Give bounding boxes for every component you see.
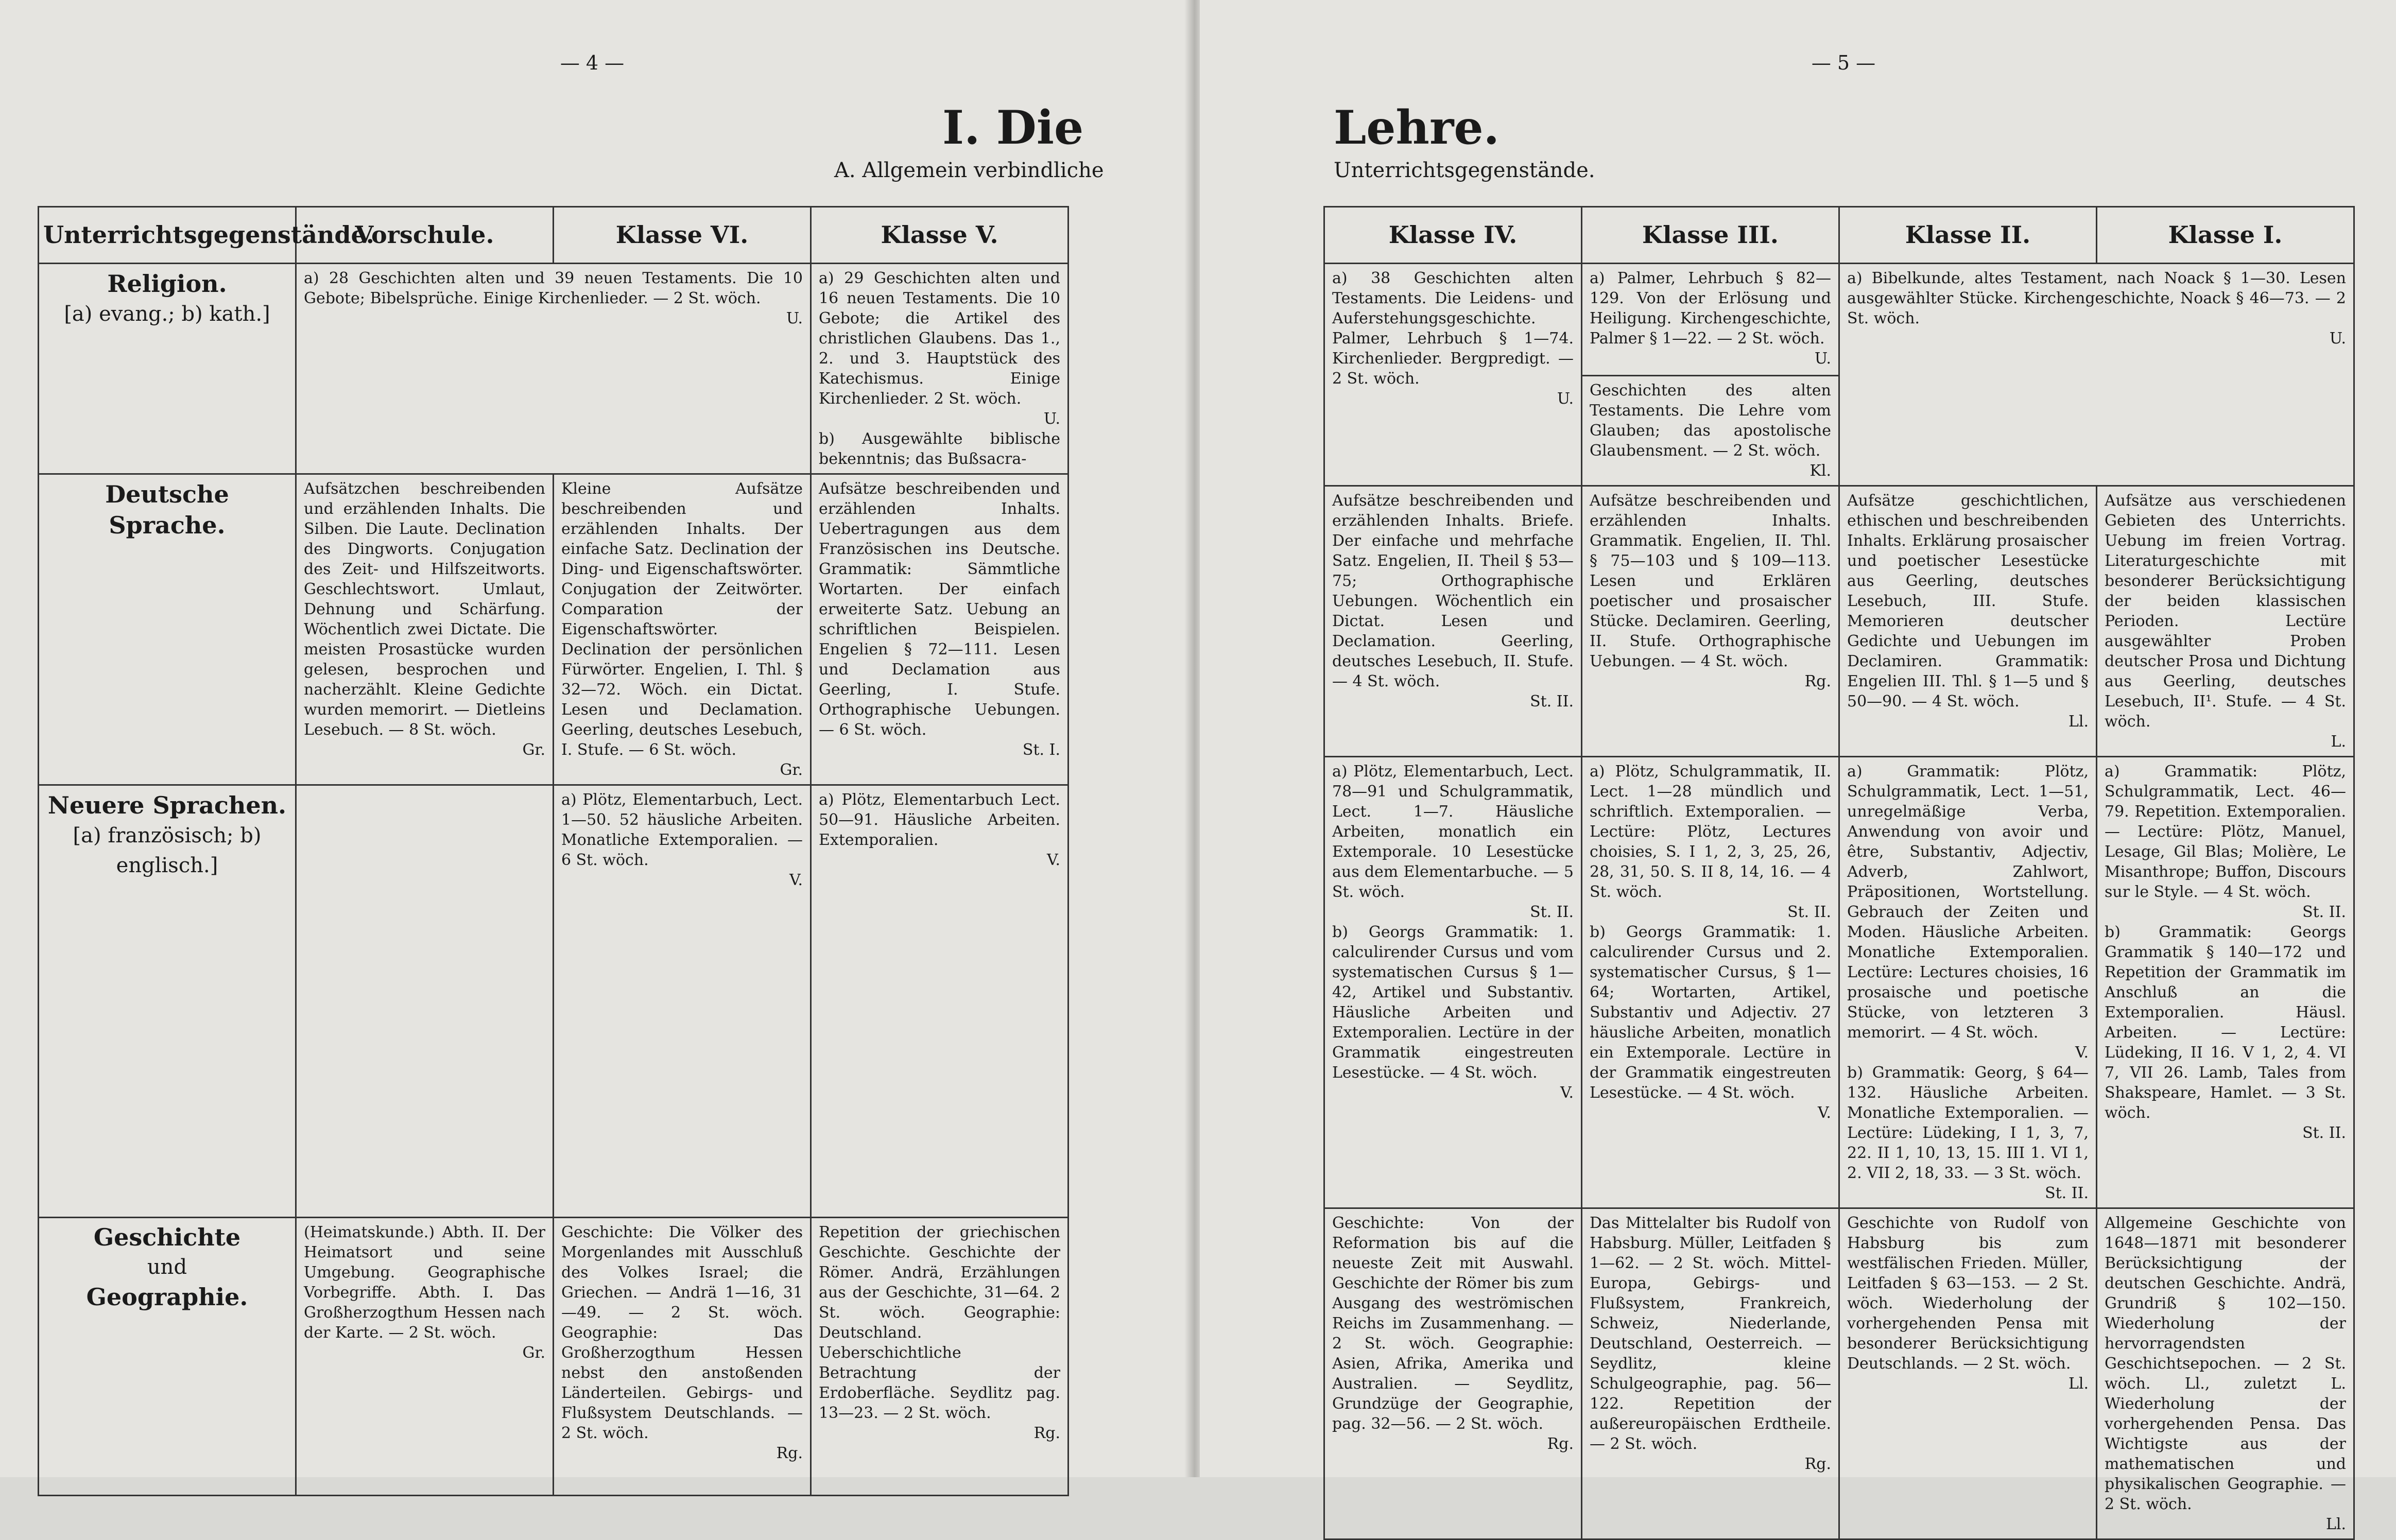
teacher-sig: Ll. (2325, 1515, 2346, 1533)
cell-text: Repetition der griechischen Geschichte. Geschichte der Römer. Andrä, Erzählungen aus der Geschichte, 31—64. 2 St. wöch. Geographie: Deutschland. Ueberschichtliche Betrachtung der Erdoberfläche. Seydlitz pag. 13—23. — 2 St. wöch. (819, 1223, 1060, 1422)
subject-label-2: Geographie. (86, 1283, 248, 1311)
teacher-sig: Ll. (2068, 1375, 2089, 1393)
cell-text-b: b) Georgs Grammatik: 1. calculirender Cursus und vom systematischen Cursus § 1—42, Artikel und Substantiv. Häusliche Arbeiten und Extemporalien. Lectüre in der Grammatik eingestreuten Lesestücke. — 4 St. wöch. (1332, 923, 1574, 1082)
cell-text: Geschichte: Die Völker des Morgenlandes mit Ausschluß des Volkes Israel; die Griechen. — Andrä 1—16, 31—49. — 2 St. wöch. Geographie: Das Großherzogthum Hessen nebst den anstoßenden Länderteilen. Gebirgs- und Flußsystem Deutschlands. — 2 St. wöch. (561, 1223, 803, 1442)
left-page (0, 0, 1190, 1477)
subject-neuere-sprachen (39, 785, 296, 1218)
col-header-klasse-iv: Klasse IV. (1324, 207, 1582, 264)
page-number-left: — 4 — (560, 51, 625, 74)
cell-text: Aufsätze geschichtlichen, ethischen und beschreibenden Inhalts. Erklärung prosaischer und poetischer Lesestücke aus Geerling, deutsches Lesebuch, III. Stufe. Memorieren deutscher Gedichte und Uebungen im Declamiren. Grammatik: Engelien III. Thl. § 1—5 und § 50—90. — 4 St. wöch. (1847, 492, 2089, 711)
cell-text: Kleine Aufsätze beschreibenden und erzählenden Inhalts. Der einfache Satz. Declination der Ding- und Eigenschaftswörter. Conjugation der Zeitwörter. Comparation der Eigenschaftswörter. Declination der persönlichen Fürwörter. Engelien, I. Thl. § 32—72. Wöch. ein Dictat. Lesen und Declamation. Geerling, deutsches Lesebuch, I. Stufe. — 6 St. wöch. (561, 480, 803, 759)
teacher-sig: U. (2329, 330, 2346, 348)
subject-sublabel: [a) französisch; b) englisch.] (73, 824, 262, 877)
teacher-sig: U. (1043, 410, 1060, 428)
cell-sprachen-v (811, 785, 1068, 1218)
cell-text-b: b) Ausgewählte biblische bekenntnis; das Bußsacra- (819, 430, 1060, 468)
cell-text: a) Plötz, Elementarbuch Lect. 50—91. Häusliche Arbeiten. Extemporalien. (819, 791, 1060, 849)
cell-text: Aufsätze beschreibenden und erzählenden Inhalts. Briefe. Der einfache und mehrfache Satz. Engelien, II. Theil § 53—75; Orthographische Uebungen. Wöchentlich ein Dictat. Lesen und Declamation. Geerling, deutsches Lesebuch, II. Stufe. — 4 St. wöch. (1332, 492, 1574, 690)
cell-text: Das Mittelalter bis Rudolf von Habsburg. Müller, Leitfaden § 1—62. — 2 St. wöch. Mittel-Europa, Gebirgs- und Flußsystem, Frankreich, Schweiz, Niederlande, Deutschland, Oesterreich. — Seydlitz, kleine Schulgeographie, pag. 56—122. Repetition der außereuropäischen Erdtheile. — 2 St. wöch. (1590, 1214, 1831, 1453)
cell-text-b: b) Grammatik: Georg, § 64—132. Häusliche Arbeiten. Monatliche Extemporalien. — Lectüre: Lüdeking, I 1, 3, 7, 22. II 1, 10, 13, 15. III 1. VI 1, 2. VII 2, 18, 33. — 3 St. wöch. (1847, 1064, 2089, 1182)
teacher-sig: Ll. (2068, 713, 2089, 731)
row-neuere-sprachen (39, 785, 1068, 1218)
teacher-sig: St. II. (1787, 903, 1831, 921)
row-religion (39, 264, 1068, 474)
cell-text: Geschichte von Rudolf von Habsburg bis zum westfälischen Frieden. Müller, Leitfaden § 63—153. — 2 St. wöch. Wiederholung der vorhergehenden Pensa mit besonderer Berücksichtigung Deutschlands. — 2 St. wöch. (1847, 1214, 2089, 1373)
page-number-right: — 5 — (1811, 51, 1876, 74)
right-curriculum-table (1323, 206, 2355, 1540)
heading-right: Lehre. (1334, 100, 1499, 155)
cell-sprachen-vorschule (296, 785, 554, 1218)
teacher-sig: Rg. (1804, 1455, 1831, 1473)
row-geschichte (39, 1218, 1068, 1496)
row-deutsch-right (1324, 486, 2354, 757)
col-header-klasse-v: Klasse V. (811, 207, 1068, 264)
teacher-sig: St. II. (1530, 693, 1574, 711)
teacher-sig: V. (2075, 1044, 2089, 1062)
heading-left: I. Die (942, 100, 1084, 155)
cell-text-b: b) Georgs Grammatik: 1. calculirender Cursus und 2. systematischer Cursus, § 1—64; Wortarten, Artikel, Substantiv und Adjectiv. 27 häusliche Arbeiten, monatlich ein Extemporale. Lectüre in der Grammatik eingestreuten Lesestücke. — 4 St. wöch. (1590, 923, 1831, 1102)
subject-religion (39, 264, 296, 474)
subheading-right: Unterrichtsgegenstände. (1334, 159, 1595, 182)
cell-religion-ii-i (1839, 264, 2354, 486)
subject-sublabel: [a) evang.; b) kath.] (64, 302, 270, 326)
subject-label: Geschichte (93, 1223, 241, 1251)
subject-geschichte (39, 1218, 296, 1496)
cell-text: a) Plötz, Schulgrammatik, II. Lect. 1—28 mündlich und schriftlich. Extemporalien. — Lectüre: Plötz, Lectures choisies, S. I 1, 2, 3, 25, 26, 28, 31, 50. S. II 8, 14, 16. — 4 St. wöch. (1590, 763, 1831, 901)
col-header-vorschule: Vorschule. (296, 207, 554, 264)
row-geschichte-right (1324, 1208, 2354, 1539)
cell-sprachen-i (2097, 757, 2354, 1208)
subject-label: Religion. (107, 270, 227, 298)
cell-geschichte-i (2097, 1208, 2354, 1539)
cell-text: (Heimatskunde.) Abth. II. Der Heimatsort und seine Umgebung. Geographische Vorbegriffe. Abth. I. Das Großherzogthum Hessen nach der Karte. — 2 St. wöch. (304, 1223, 545, 1342)
cell-text: a) Palmer, Lehrbuch § 82—129. Von der Erlösung und Heiligung. Kirchengeschichte, Palmer § 1—22. — 2 St. wöch. (1590, 269, 1831, 348)
cell-text: a) Grammatik: Plötz, Schulgrammatik, Lect. 1—51, unregelmäßige Verba, Anwendung von avoir und être, Substantiv, Adjectiv, Adverb, Zahlwort, Präpositionen, Wortstellung. Gebrauch der Zeiten und Moden. Häusliche Arbeiten. Monatliche Extemporalien. Lectüre: Lectures choisies, 16 prosaische und poetische Stücke, von letzteren 3 memorirt. — 4 St. wöch. (1847, 763, 2089, 1042)
cell-sprachen-iii (1582, 757, 1839, 1208)
teacher-sig: St. II. (2045, 1184, 2089, 1202)
teacher-sig: U. (1557, 390, 1574, 408)
teacher-sig: St. II. (2302, 1124, 2346, 1142)
cell-deutsch-i (2097, 486, 2354, 757)
cell-religion-iii (1582, 264, 1839, 486)
cell-text: Allgemeine Geschichte von 1648—1871 mit besonderer Berücksichtigung der deutschen Geschichte. Andrä, Grundriß § 102—150. Wiederholung der hervorragendsten Geschichtsepochen. — 2 St. wöch. Ll., zuletzt L. Wiederholung der vorhergehenden Pensa. Das Wichtigste aus der mathematischen und physikalischen Geographie. — 2 St. wöch. (2105, 1214, 2346, 1513)
cell-text: a) Bibelkunde, altes Testament, nach Noack § 1—30. Lesen ausgewählter Stücke. Kirchengeschichte, Noack § 46—73. — 2 St. wöch. (1847, 269, 2346, 327)
cell-deutsch-iv (1324, 486, 1582, 757)
cell-text: a) Plötz, Elementarbuch, Lect. 1—50. 52 häusliche Arbeiten. Monatliche Extemporalien. — 6 St. wöch. (561, 791, 803, 869)
cell-geschichte-v (811, 1218, 1068, 1496)
col-header-klasse-iii: Klasse III. (1582, 207, 1839, 264)
cell-text: a) 29 Geschichten alten und 16 neuen Testaments. Die 10 Gebote; die Artikel des christlichen Glaubens. Das 1., 2. und 3. Hauptstück des Katechismus. Einige Kirchenlieder. 2 St. wöch. (819, 269, 1060, 408)
cell-text: a) Grammatik: Plötz, Schulgrammatik, Lect. 46—79. Repetition. Extemporalien. — Lectüre: Plötz, Manuel, Lesage, Gil Blas; Molière, Le Misanthrope; Buffon, Discours sur le Style. — 4 St. wöch. (2105, 763, 2346, 901)
subject-deutsch: Deutsche Sprache. (39, 474, 296, 785)
cell-text: a) Plötz, Elementarbuch, Lect. 78—91 und Schulgrammatik, Lect. 1—7. Häusliche Arbeiten, monatlich ein Extemporale. 10 Lesestücke aus dem Elementarbuche. — 5 St. wöch. (1332, 763, 1574, 901)
cell-deutsch-vi (554, 474, 811, 785)
cell-sprachen-ii (1839, 757, 2097, 1208)
cell-sprachen-vi (554, 785, 811, 1218)
cell-text: a) 38 Geschichten alten Testaments. Die Leidens- und Auferstehungsgeschichte. Palmer, Lehrbuch § 1—74. Kirchenlieder. Bergpredigt. — 2 St. wöch. (1332, 269, 1574, 388)
subject-label: Neuere Sprachen. (47, 791, 287, 819)
teacher-sig: St. II. (1530, 903, 1574, 921)
teacher-sig: V. (1818, 1104, 1831, 1122)
cell-geschichte-vi (554, 1218, 811, 1496)
cell-sprachen-iv (1324, 757, 1582, 1208)
cell-text: Aufsätze aus verschiedenen Gebieten des Unterrichts. Uebung im freien Vortrag. Literaturgeschichte mit besonderer Berücksichtigung der beiden klassischen Perioden. Lectüre ausgewählter Proben deutscher Prosa und Dichtung aus Geerling, deutsches Lesebuch, II¹. Stufe. — 4 St. wöch. (2105, 492, 2346, 731)
right-header-row (1324, 207, 2354, 264)
left-curriculum-table (38, 206, 1069, 1496)
cell-text: Aufsätze beschreibenden und erzählenden Inhalts. Uebertragungen aus dem Französischen ins Deutsche. Grammatik: Sämmtliche Wortarten. Der einfach erweiterte Satz. Uebung an schriftlichen Beispielen. Engelien § 72—111. Lesen und Declamation aus Geerling, I. Stufe. Orthographische Uebungen. — 6 St. wöch. (819, 480, 1060, 739)
teacher-sig: Gr. (522, 741, 545, 759)
teacher-sig: V. (1047, 851, 1060, 869)
col-header-klasse-i: Klasse I. (2097, 207, 2354, 264)
row-deutsch (39, 474, 1068, 785)
teacher-sig: Gr. (780, 761, 803, 779)
row-sprachen-right (1324, 757, 2354, 1208)
cell-geschichte-iii (1582, 1208, 1839, 1539)
teacher-sig: L. (2331, 733, 2346, 751)
teacher-sig: Rg. (776, 1444, 803, 1462)
col-header-subjects: Unterrichtsgegenstände. (39, 207, 296, 264)
teacher-sig: U. (1814, 350, 1831, 368)
cell-religion-vorschule-vi (296, 264, 811, 474)
teacher-sig: Kl. (1809, 462, 1831, 480)
teacher-sig: Rg. (1547, 1435, 1574, 1453)
col-header-klasse-ii: Klasse II. (1839, 207, 2097, 264)
cell-geschichte-ii (1839, 1208, 2097, 1539)
teacher-sig: U. (786, 309, 803, 327)
subheading-left: A. Allgemein verbindliche (834, 159, 1104, 182)
teacher-sig: St. II. (2302, 903, 2346, 921)
cell-deutsch-vorschule (296, 474, 554, 785)
teacher-sig: V. (1560, 1084, 1574, 1102)
cell-text: Geschichten des alten Testaments. Die Lehre vom Glauben; das apostolische Glaubensment. — 2 St. wöch. (1590, 382, 1831, 460)
teacher-sig: V. (789, 871, 803, 889)
cell-text: Aufsätze beschreibenden und erzählenden Inhalts. Grammatik. Engelien, II. Thl. § 75—103 und § 109—113. Lesen und Erklären poetischer und prosaischer Stücke. Declamiren. Geerling, II. Stufe. Orthographische Uebungen. — 4 St. wöch. (1590, 492, 1831, 670)
cell-text: a) 28 Geschichten alten und 39 neuen Testaments. Die 10 Gebote; Bibelsprüche. Einige Kirchenlieder. — 2 St. wöch. (304, 269, 803, 307)
teacher-sig: St. I. (1022, 741, 1060, 759)
cell-deutsch-iii (1582, 486, 1839, 757)
teacher-sig: Gr. (522, 1344, 545, 1362)
teacher-sig: Rg. (1033, 1424, 1060, 1442)
cell-religion-v (811, 264, 1068, 474)
cell-geschichte-iv (1324, 1208, 1582, 1539)
cell-deutsch-ii (1839, 486, 2097, 757)
cell-religion-iv (1324, 264, 1582, 486)
cell-geschichte-vorschule (296, 1218, 554, 1496)
teacher-sig: Rg. (1804, 672, 1831, 690)
cell-text-b: b) Grammatik: Georgs Grammatik § 140—172 und Repetition der Grammatik im Anschluß an die Extemporalien. Häusl. Arbeiten. — Lectüre: Lüdeking, II 16. V 1, 2, 4. VI 7, VII 26. Lamb, Tales from Shakspeare, Hamlet. — 3 St. wöch. (2105, 923, 2346, 1122)
cell-deutsch-v (811, 474, 1068, 785)
kath-religion-note (1582, 375, 1838, 485)
col-header-klasse-vi: Klasse VI. (554, 207, 811, 264)
cell-text: Geschichte: Von der Reformation bis auf die neueste Zeit mit Auswahl. Geschichte der Römer bis zum Ausgang des weströmischen Reichs im Zusammenhang. — 2 St. wöch. Geographie: Asien, Afrika, Amerika und Australien. — Seydlitz, Grundzüge der Geographie, pag. 32—56. — 2 St. wöch. (1332, 1214, 1574, 1433)
row-religion-right (1324, 264, 2354, 486)
cell-text: Aufsätzchen beschreibenden und erzählenden Inhalts. Die Silben. Die Laute. Declination des Dingworts. Conjugation des Zeit- und Hilfszeitworts. Geschlechtswort. Umlaut, Dehnung und Schärfung. Wöchentlich zwei Dictate. Die meisten Prosastücke wurden gelesen, besprochen und nacherzählt. Kleine Gedichte wurden memorirt. — Dietleins Lesebuch. — 8 St. wöch. (304, 480, 545, 739)
subject-und: und (147, 1255, 187, 1279)
left-header-row (39, 207, 1068, 264)
